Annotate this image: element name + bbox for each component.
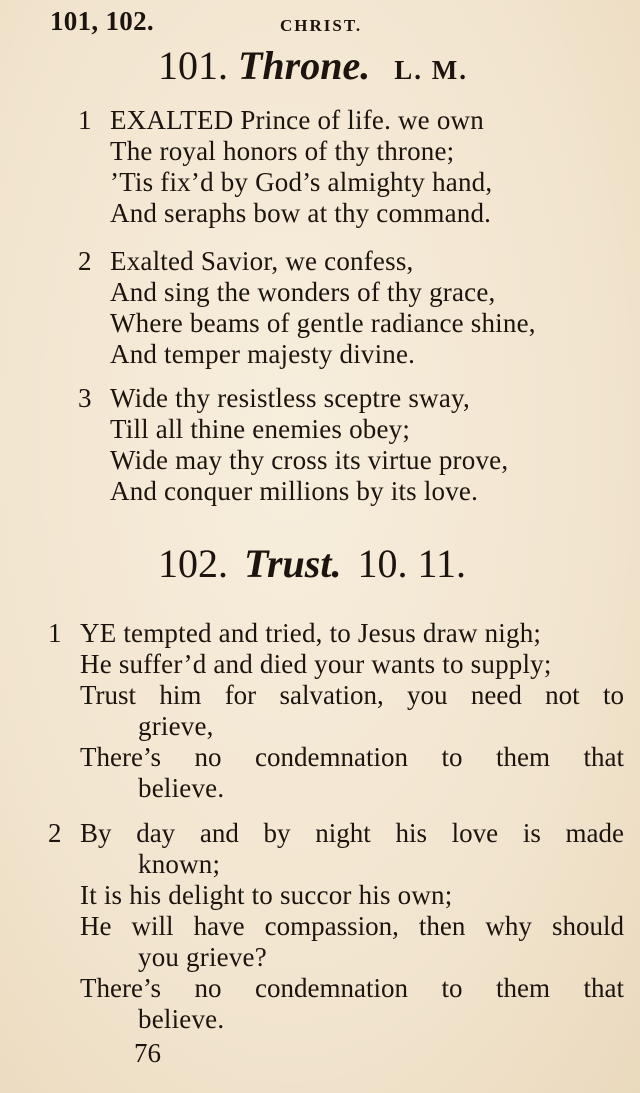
verse-line: And conquer millions by its love. bbox=[110, 476, 479, 506]
running-head-hymn-numbers: 101, 102. bbox=[50, 6, 154, 36]
verse-line: And temper majesty divine. bbox=[110, 339, 416, 369]
verse-line: There’s no condemnation to them that bbox=[80, 742, 624, 772]
verse-line: And seraphs bow at thy command. bbox=[110, 198, 492, 228]
verse-line-turnover: known; bbox=[138, 849, 221, 879]
verse-line-turnover: believe. bbox=[138, 773, 225, 803]
verse-line: He suffer’d and died your wants to supply; bbox=[80, 649, 552, 679]
hymn-101-number: 101. bbox=[158, 43, 228, 88]
page-number: 76 bbox=[134, 1038, 161, 1068]
verse-line: Till all thine enemies obey; bbox=[110, 414, 411, 444]
verse-line: It is his delight to succor his own; bbox=[80, 880, 453, 910]
hymn-101-title: Throne. bbox=[238, 43, 371, 88]
verse-line: And sing the wonders of thy grace, bbox=[110, 277, 496, 307]
verse-line: Wide may thy cross its virtue prove, bbox=[110, 445, 509, 475]
verse-line: He will have compassion, then why should bbox=[80, 911, 624, 941]
verse-line: ’Tis fix’d by God’s almighty hand, bbox=[110, 167, 493, 197]
verse-number: 2 bbox=[48, 818, 62, 848]
verse-line: Wide thy resistless sceptre sway, bbox=[110, 383, 470, 413]
verse-number: 2 bbox=[78, 246, 92, 276]
verse-line: YE tempted and tried, to Jesus draw nigh; bbox=[80, 618, 542, 648]
hymn-102-heading bbox=[158, 540, 466, 587]
verse-line: The royal honors of thy throne; bbox=[110, 136, 455, 166]
verse-line: Exalted Savior, we confess, bbox=[110, 246, 414, 276]
hymn-102-title: Trust. bbox=[244, 541, 342, 586]
running-head bbox=[50, 6, 610, 40]
verse-line-turnover: grieve, bbox=[138, 711, 214, 741]
verse-line: By day and by night his love is made bbox=[80, 818, 624, 848]
verse-line: There’s no condemnation to them that bbox=[80, 973, 624, 1003]
running-head-section: CHRIST. bbox=[280, 16, 363, 35]
verse-line-turnover: believe. bbox=[138, 1004, 225, 1034]
hymn-102-number: 102. bbox=[158, 541, 228, 586]
verse-number: 1 bbox=[48, 618, 62, 648]
hymn-101-meter: L. M. bbox=[394, 55, 468, 85]
hymn-102-meter: 10. 11. bbox=[357, 541, 466, 586]
hymn-101-heading bbox=[158, 42, 468, 89]
verse-number: 3 bbox=[78, 383, 92, 413]
verse-line: Where beams of gentle radiance shine, bbox=[110, 308, 536, 338]
verse-line-turnover: you grieve? bbox=[138, 942, 267, 972]
verse-line: EXALTED Prince of life. we own bbox=[110, 105, 484, 135]
verse-line: Trust him for salvation, you need not to bbox=[80, 680, 624, 710]
verse-number: 1 bbox=[78, 105, 92, 135]
